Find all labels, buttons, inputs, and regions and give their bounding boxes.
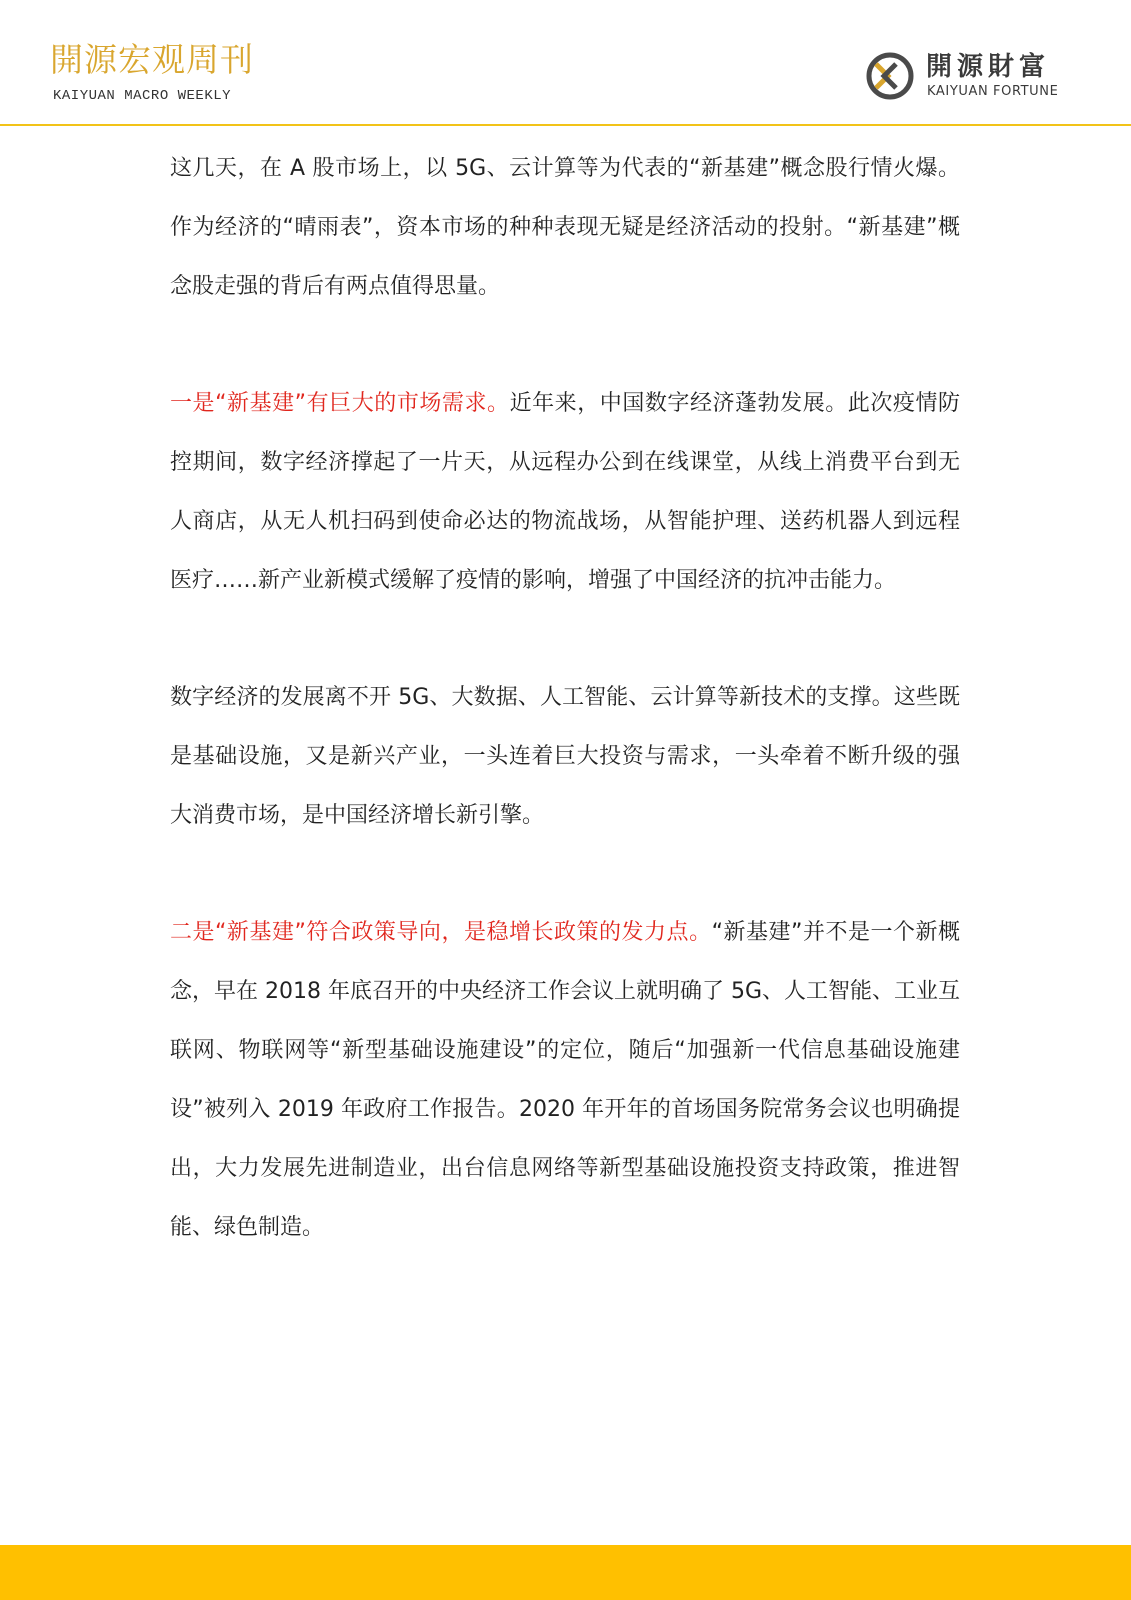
footer-bar bbox=[0, 1545, 1131, 1600]
company-logo bbox=[866, 52, 1081, 108]
paragraph-demand bbox=[170, 374, 960, 610]
header-divider bbox=[0, 124, 1131, 126]
article-body bbox=[170, 139, 960, 1257]
paragraph-policy-text: “新基建”并不是一个新概念，早在 2018 年底召开的中央经济工作会议上就明确了 5G、人工智能、工业互联网、物联网等“新型基础设施建设”的定位，随后“加强新一代信息基础设施建设”被列入 2019 年政府工作报告。2020 年开年的首场国务院常务会议也明确提出，大力发展先进制造业，出台信息网络等新型基础设施投资支持政策，推进智能、绿色制造。 bbox=[170, 920, 961, 1240]
highlight-lead-policy: 二是“新基建”符合政策导向，是稳增长政策的发力点。 bbox=[170, 920, 712, 945]
publication-title: 開源宏观周刊 bbox=[50, 40, 254, 79]
kaiyuan-logo-icon bbox=[866, 52, 914, 100]
publication-subtitle: KAIYUAN MACRO WEEKLY bbox=[53, 88, 232, 104]
logo-english-name: KAIYUAN FORTUNE bbox=[927, 84, 1059, 99]
paragraph-spacer bbox=[170, 610, 960, 668]
paragraph-intro: 这几天，在 A 股市场上，以 5G、云计算等为代表的“新基建”概念股行情火爆。作为经济的“晴雨表”，资本市场的种种表现无疑是经济活动的投射。“新基建”概念股走强的背后有两点值得思量。 bbox=[170, 156, 960, 299]
paragraph-demand-text: 近年来，中国数字经济蓬勃发展。此次疫情防控期间，数字经济撑起了一片天，从远程办公到在线课堂，从线上消费平台到无人商店，从无人机扫码到使命必达的物流战场，从智能护理、送药机器人到远程医疗……新产业新模式缓解了疫情的影响，增强了中国经济的抗冲击能力。 bbox=[170, 391, 960, 593]
paragraph-policy bbox=[170, 903, 960, 1257]
paragraph-spacer bbox=[170, 845, 960, 903]
paragraph-digital-economy: 数字经济的发展离不开 5G、大数据、人工智能、云计算等新技术的支撑。这些既是基础设施，又是新兴产业，一头连着巨大投资与需求，一头牵着不断升级的强大消费市场，是中国经济增长新引擎。 bbox=[170, 685, 960, 828]
highlight-lead-demand: 一是“新基建”有巨大的市场需求。 bbox=[170, 391, 510, 416]
page-header bbox=[0, 0, 1131, 126]
logo-chinese-name: 開源財富 bbox=[926, 52, 1051, 82]
paragraph-spacer bbox=[170, 316, 960, 374]
